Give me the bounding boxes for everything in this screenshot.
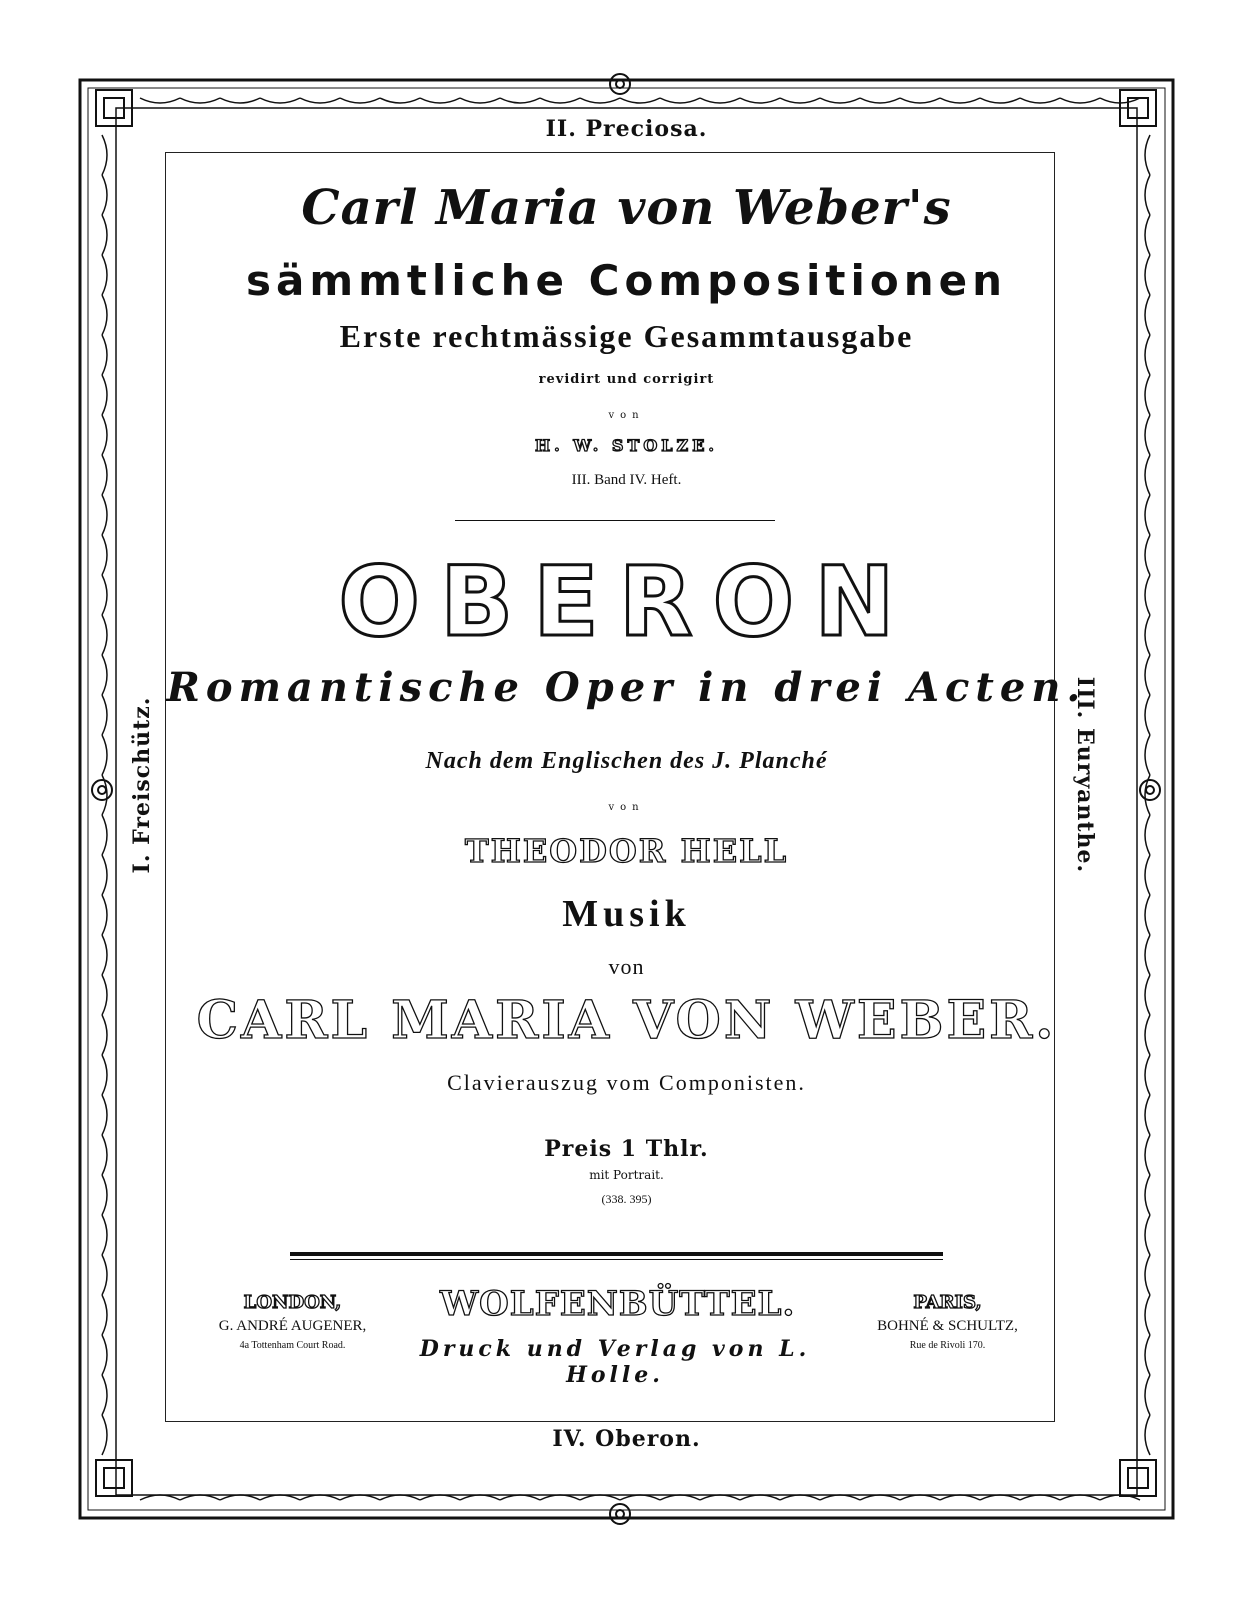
series-title-line2: sämmtliche Compositionen	[245, 256, 1007, 305]
price: Preis 1 Thlr.	[544, 1136, 709, 1162]
series-subtitle: Erste rechtmässige Gesammtausgabe	[339, 318, 914, 354]
main-publisher: Druck und Verlag von L. Holle.	[419, 1336, 811, 1388]
knot-ornament-right	[1140, 780, 1160, 800]
von-small-2: von	[608, 802, 645, 813]
opera-genre: Romantische Oper in drei Acten.	[166, 664, 1087, 711]
corner-ornament-bottom-right	[1120, 1460, 1156, 1496]
london-publisher: G. ANDRÉ AUGENER,	[218, 1318, 367, 1334]
knot-ornament-top	[610, 74, 630, 94]
composer-name: CARL MARIA VON WEBER.	[196, 990, 1057, 1051]
libretto-source: Nach dem Englischen des J. Planché	[425, 748, 828, 774]
paris-publisher: BOHNÉ & SCHULTZ,	[877, 1318, 1018, 1334]
imprint-rule-thin	[290, 1259, 943, 1260]
paris-city: PARIS,	[913, 1292, 982, 1313]
imprint-rule-thick	[290, 1252, 943, 1256]
editor-name: H. W. STOLZE.	[535, 436, 718, 455]
series-title-line1: Carl Maria von Weber's	[301, 180, 952, 236]
bottom-edge-label: IV. Oberon.	[552, 1426, 701, 1452]
wolfenbuettel-city: WOLFENBÜTTEL.	[440, 1284, 796, 1324]
paris-address: Rue de Rivoli 170.	[909, 1340, 986, 1351]
von-small-1: von	[608, 410, 645, 421]
corner-ornament-bottom-left	[96, 1460, 132, 1496]
opera-title: OBERON	[338, 546, 915, 658]
london-address: 4a Tottenham Court Road.	[239, 1340, 346, 1351]
title-divider	[455, 520, 775, 521]
arrangement-note: Clavierauszug vom Componisten.	[447, 1070, 806, 1095]
revised-note: revidirt und corrigirt	[538, 372, 715, 387]
knot-ornament-left	[92, 780, 112, 800]
top-edge-label: II. Preciosa.	[545, 116, 708, 142]
london-city: LONDON,	[243, 1292, 342, 1313]
music-heading: Musik	[562, 893, 691, 935]
volume-info: III. Band IV. Heft.	[571, 472, 682, 488]
knot-ornament-bottom	[610, 1504, 630, 1524]
librettist-name: THEODOR HELL	[464, 832, 789, 870]
left-edge-label: I. Freischütz.	[129, 696, 155, 874]
music-von: von	[608, 954, 645, 979]
right-edge-label: III. Euryanthe.	[1072, 676, 1098, 874]
plate-number: (338. 395)	[601, 1192, 652, 1206]
portrait-note: mit Portrait.	[589, 1168, 664, 1182]
